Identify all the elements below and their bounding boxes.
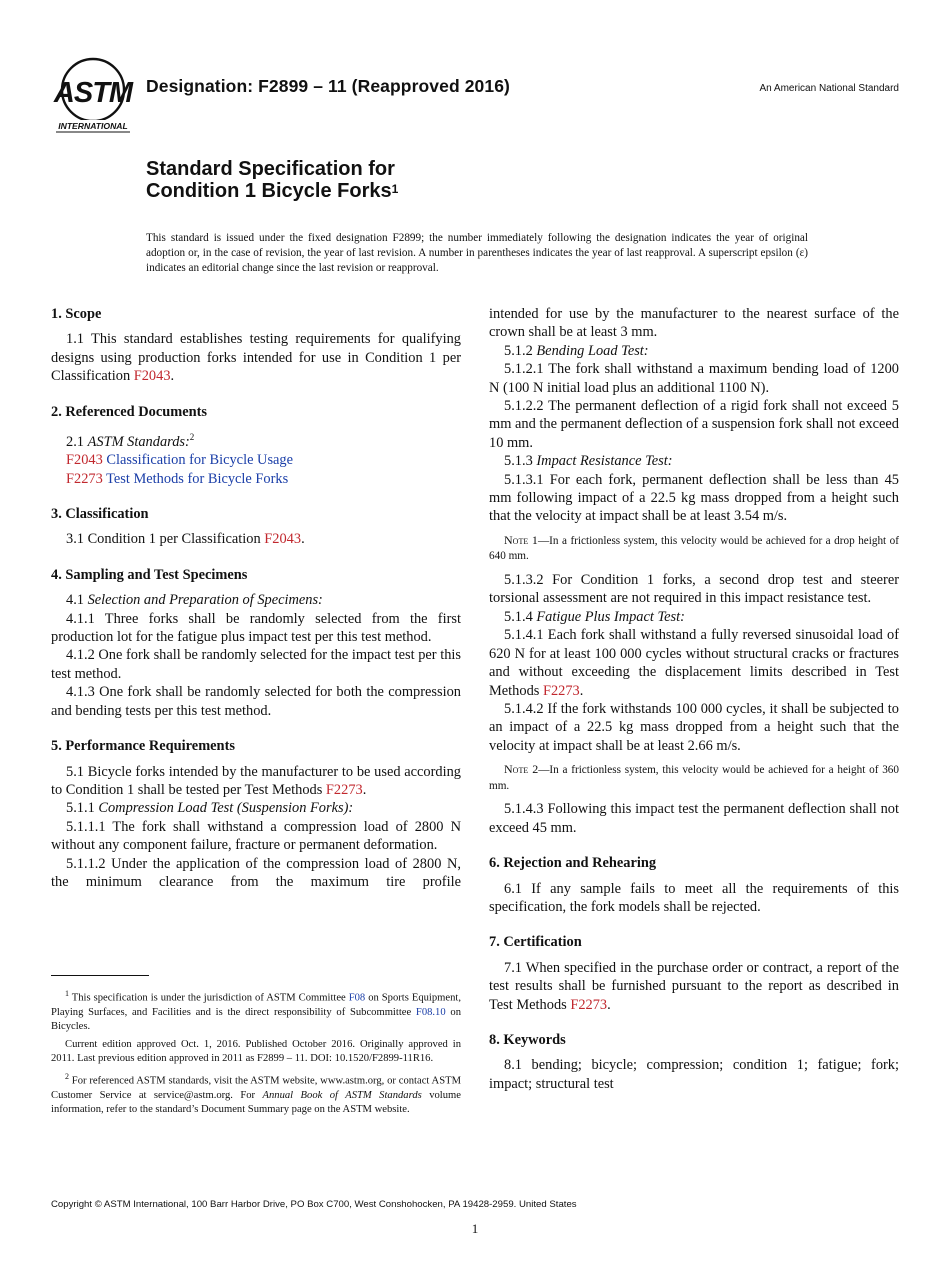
paragraph-5-1-4-3: 5.1.4.3 Following this impact test the permanent deflection shall not exceed 45 mm. bbox=[489, 801, 899, 836]
note-1 bbox=[489, 533, 899, 565]
paragraph-5-1-2-1: 5.1.2.1 The fork shall withstand a maximum bending load of 1200 N (100 N initial load plus an additional 1100 N). bbox=[489, 361, 899, 396]
ref-link-f2043[interactable]: F2043 bbox=[133, 368, 171, 385]
paragraph-4-1 bbox=[51, 591, 461, 609]
section-heading-rejection: 6. Rejection and Rehearing bbox=[489, 855, 657, 872]
ref-code[interactable]: F2043 bbox=[66, 452, 103, 469]
footnotes bbox=[51, 987, 461, 1121]
committee-link-f08[interactable]: F08 bbox=[348, 992, 366, 1004]
text: 5.1.3 bbox=[504, 453, 537, 470]
page-number: 1 bbox=[471, 1221, 479, 1236]
title-text: Condition 1 Bicycle Forks bbox=[146, 180, 392, 202]
paragraph-5-1-2-2: 5.1.2.2 The permanent deflection of a rigid fork shall not exceed 5 mm and the permanent deflection of a suspension fork shall not exceed 10 mm. bbox=[489, 398, 899, 451]
paragraph-7-1 bbox=[489, 959, 899, 1014]
paragraph-1-1 bbox=[51, 330, 461, 385]
text: on Sports Equipment, Playing Surfaces, and Facilities and is the direct responsibility of Subcommittee bbox=[51, 992, 461, 1018]
text: . bbox=[579, 682, 584, 699]
paragraph-5-1-4 bbox=[489, 608, 899, 626]
ref-link-f2273[interactable]: F2273 bbox=[542, 682, 580, 699]
section-heading-keywords: 8. Keywords bbox=[489, 1031, 566, 1048]
text: . bbox=[607, 996, 611, 1013]
title-line-2 bbox=[146, 180, 398, 202]
footnote-1 bbox=[51, 987, 461, 1034]
text: 3.1 Condition 1 per Classification bbox=[66, 531, 265, 548]
text: 5.1.4 bbox=[504, 608, 537, 625]
text: . bbox=[362, 781, 367, 798]
reference-item-f2043[interactable] bbox=[51, 451, 461, 469]
subsection-label: Selection and Preparation of Specimens: bbox=[87, 592, 323, 609]
paragraph-8-1: 8.1 bending; bicycle; compression; condition 1; fatigue; fork; impact; structural test bbox=[489, 1057, 899, 1092]
subsection-label: Impact Resistance Test: bbox=[536, 453, 673, 470]
footnote-1-edition: Current edition approved Oct. 1, 2016. Published October 2016. Originally approved in 2011. Last previous edition approved in 2011 as F2899 – 11. DOI: 10.1520/F2899-11R16. bbox=[51, 1038, 461, 1064]
page-title bbox=[146, 158, 398, 202]
ref-link-f2043[interactable]: F2043 bbox=[264, 531, 302, 548]
reference-item-f2273[interactable] bbox=[51, 470, 461, 488]
ref-code[interactable]: F2273 bbox=[66, 470, 103, 487]
copyright-notice: Copyright © ASTM International, 100 Barr Harbor Drive, PO Box C700, West Conshohocken, PA 19428-2959. United States bbox=[51, 1199, 577, 1210]
paragraph-4-1-1: 4.1.1 Three forks shall be randomly selected from the first production lot for the fatigue plus impact test per this test method. bbox=[51, 610, 461, 646]
paragraph-5-1-4-1 bbox=[489, 626, 899, 700]
subsection-label: Compression Load Test (Suspension Forks): bbox=[98, 800, 354, 817]
text: volume information, refer to the standard’s Document Summary page on the ASTM website. bbox=[51, 1089, 461, 1115]
ref-title[interactable]: Classification for Bicycle Usage bbox=[102, 452, 294, 469]
text: . bbox=[170, 368, 175, 385]
ref-link-f2273[interactable]: F2273 bbox=[570, 996, 608, 1013]
note-2 bbox=[489, 762, 899, 794]
ref-link-f2273[interactable]: F2273 bbox=[325, 781, 363, 798]
paragraph-4-1-3: 4.1.3 One fork shall be randomly selected for both the compression and bending tests per this test method. bbox=[51, 684, 461, 719]
logo-subtext: INTERNATIONAL bbox=[58, 121, 128, 131]
astm-standards-label: ASTM Standards: bbox=[87, 433, 190, 450]
section-heading-scope: 1. Scope bbox=[51, 306, 102, 322]
text: 5.1.4.1 Each fork shall withstand a fully reversed sinusoidal load of 620 N for at least 100 000 cycles without structural cracks or fractures and without exceeding the displacement limits described in Test Methods bbox=[489, 627, 899, 699]
paragraph-5-1-1 bbox=[51, 799, 461, 817]
paragraph-5-1-3-1: 5.1.3.1 For each fork, permanent deflection shall be less than 45 mm following impact of a 22.5 kg mass dropped from a height such that the velocity at impact shall be at least 3.54 m/s. bbox=[489, 471, 899, 525]
paragraph-3-1 bbox=[51, 530, 461, 548]
note-label: Note 1 bbox=[504, 532, 538, 547]
section-heading-performance: 5. Performance Requirements bbox=[51, 738, 235, 755]
paragraph-5-1-1-2-continued: intended for use by the manufacturer to the nearest surface of the crown shall be at least 3 mm. bbox=[489, 306, 899, 341]
paragraph-5-1-1-1: 5.1.1.1 The fork shall withstand a compression load of 2800 N without any component failure, fracture or permanent deformation. bbox=[51, 818, 461, 854]
paragraph-6-1: 6.1 If any sample fails to meet all the requirements of this specification, the fork models shall be rejected. bbox=[489, 880, 899, 915]
footnote-mark: 1 bbox=[65, 989, 69, 998]
text: This specification is under the jurisdiction of ASTM Committee bbox=[69, 992, 349, 1004]
paragraph-5-1-4-2: 5.1.4.2 If the fork withstands 100 000 cycles, it shall be subjected to an impact of a 22.5 kg mass dropped from a height such that the velocity at impact shall be at least 2.66 m/s. bbox=[489, 700, 899, 754]
subcommittee-link-f08-10[interactable]: F08.10 bbox=[415, 1006, 446, 1018]
text: For referenced ASTM standards, visit the ASTM website, www.astm.org, or contact ASTM Customer Service at service@astm.org. For bbox=[51, 1075, 461, 1101]
footnote-mark: 2 bbox=[65, 1072, 69, 1081]
national-standard-label: An American National Standard bbox=[759, 83, 899, 94]
annual-book-title: Annual Book of ASTM Standards bbox=[262, 1089, 422, 1101]
astm-logo-icon bbox=[50, 52, 136, 136]
designation: Designation: F2899 – 11 (Reapproved 2016) bbox=[146, 76, 510, 96]
footnote-divider bbox=[51, 975, 149, 976]
paragraph-5-1-1-2: 5.1.1.2 Under the application of the compression load of 2800 N, the minimum clearance from the maximum tire profile bbox=[51, 855, 461, 890]
text: 2.1 bbox=[66, 433, 88, 450]
astm-logo bbox=[50, 52, 136, 136]
ref-title[interactable]: Test Methods for Bicycle Forks bbox=[102, 470, 289, 487]
right-column bbox=[489, 305, 899, 1093]
text: 5.1.1 bbox=[66, 800, 99, 817]
paragraph-2-1 bbox=[51, 428, 461, 451]
section-heading-classification: 3. Classification bbox=[51, 506, 149, 523]
note-text: —In a frictionless system, this velocity would be achieved for a height of 360 mm. bbox=[489, 764, 899, 792]
text: 5.1 Bicycle forks intended by the manufacturer to be used according to Condition 1 shall be tested per Test Methods bbox=[51, 763, 461, 798]
subsection-label: Bending Load Test: bbox=[536, 342, 649, 359]
title-footnote-mark: 1 bbox=[391, 182, 399, 196]
footnote-mark: 2 bbox=[189, 432, 195, 443]
text: on Bicycles. bbox=[51, 1006, 461, 1032]
title-line-1: Standard Specification for bbox=[146, 158, 395, 180]
note-label: Note 2 bbox=[504, 762, 539, 777]
text: 4.1 bbox=[66, 592, 88, 609]
footnote-2 bbox=[51, 1070, 461, 1117]
text: 1.1 This standard establishes testing requirements for qualifying designs using production forks intended for use in Condition 1 per Classification bbox=[51, 331, 461, 385]
subsection-label: Fatigue Plus Impact Test: bbox=[536, 608, 685, 625]
text: . bbox=[301, 531, 305, 548]
preamble: This standard is issued under the fixed designation F2899; the number immediately following the designation indicates the year of original adoption or, in the case of revision, the year of last revision. A number in parentheses indicates the year of last reapproval. A superscript epsilon (ε) indicates an editorial change since the last revision or reapproval. bbox=[146, 232, 808, 275]
section-heading-referenced: 2. Referenced Documents bbox=[51, 403, 207, 420]
logo-wordmark: ASTM bbox=[53, 77, 133, 109]
left-column bbox=[51, 305, 461, 891]
text: 7.1 When specified in the purchase order or contract, a report of the test results shall be furnished pursuant to the report as described in Test Methods bbox=[489, 959, 899, 1013]
paragraph-4-1-2: 4.1.2 One fork shall be randomly selected for the impact test per this test method. bbox=[51, 647, 461, 682]
paragraph-5-1 bbox=[51, 763, 461, 800]
text: 5.1.2 bbox=[504, 342, 537, 359]
paragraph-5-1-3-2: 5.1.3.2 For Condition 1 forks, a second drop test and steerer torsional assessment are not required in this impact resistance test. bbox=[489, 572, 899, 607]
note-text: —In a frictionless system, this velocity would be achieved for a drop height of 640 mm. bbox=[489, 534, 899, 563]
paragraph-5-1-2 bbox=[489, 342, 899, 360]
section-heading-certification: 7. Certification bbox=[489, 934, 582, 951]
paragraph-5-1-3 bbox=[489, 452, 899, 470]
section-heading-sampling: 4. Sampling and Test Specimens bbox=[51, 566, 248, 583]
